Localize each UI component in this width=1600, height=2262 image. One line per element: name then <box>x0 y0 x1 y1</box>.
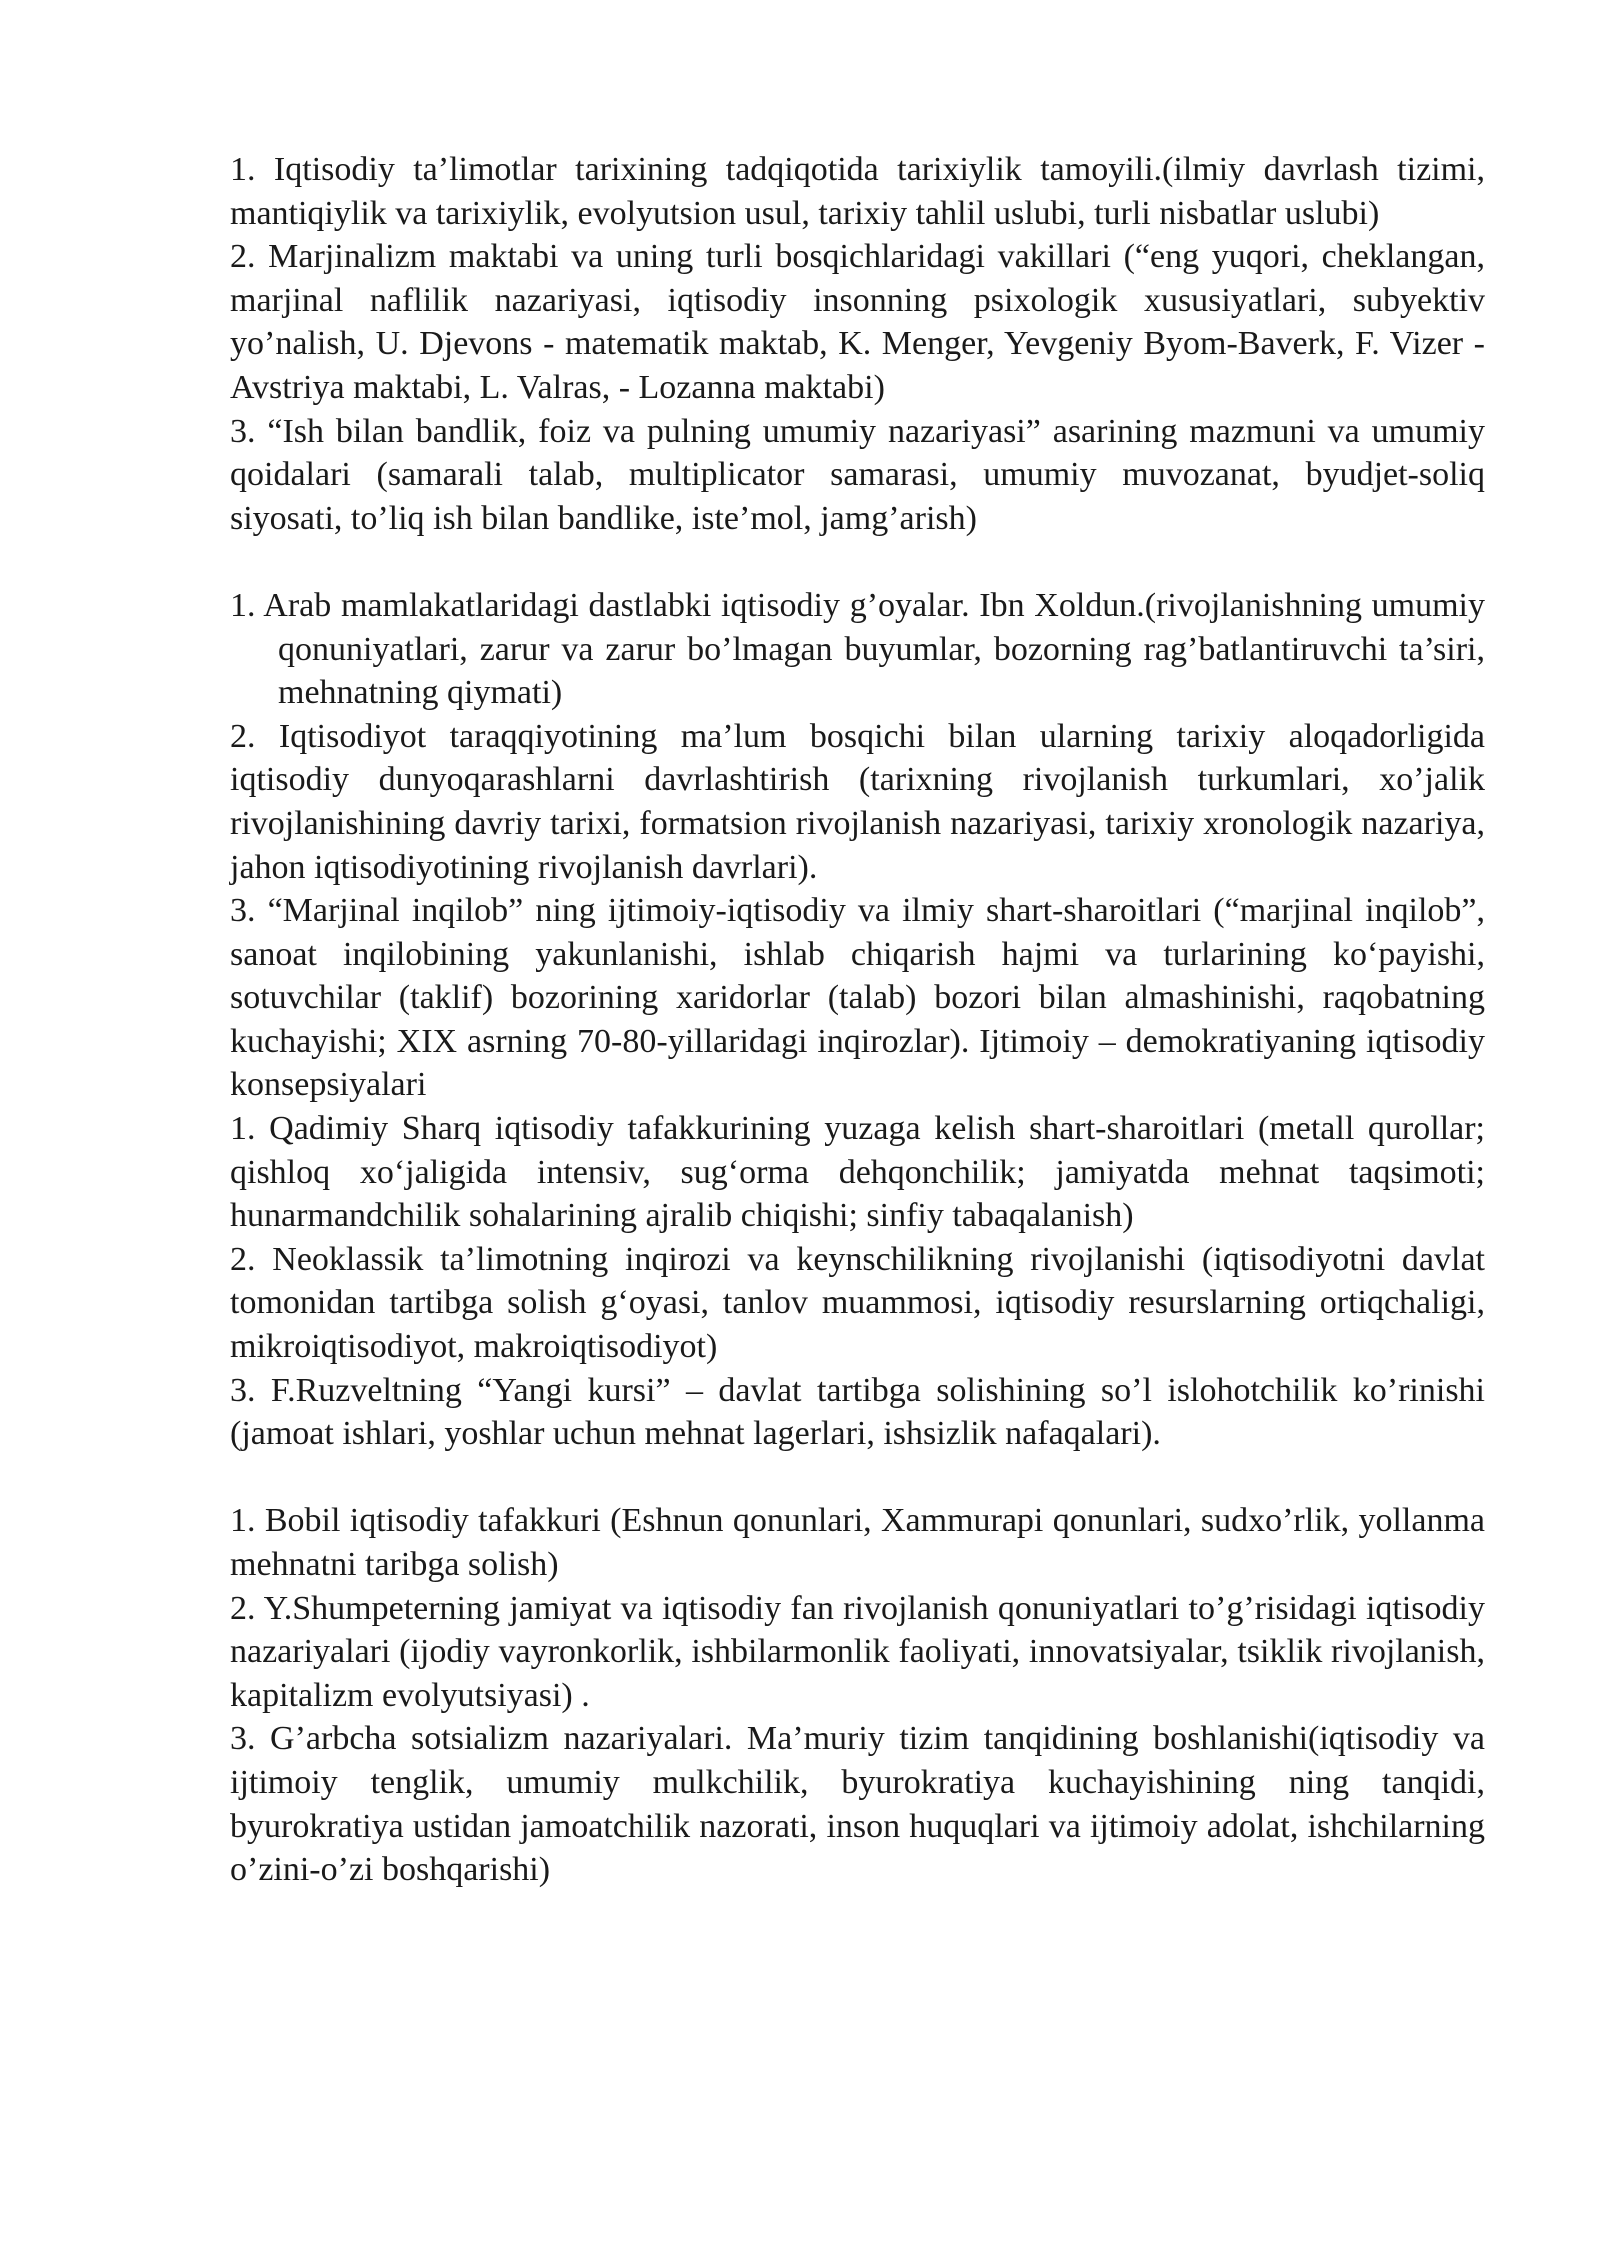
list-item: 3. “Marjinal inqilob” ning ijtimoiy-iqtisodiy va ilmiy shart-sharoitlari (“marjinal inqilob”, sanoat inqilobining yakunlanishi, ishlab chiqarish hajmi va turlarining ko‘payishi, sotuvchilar (taklif) bozorining xaridorlar (talab) bozori bilan almashinishi, raqobatning kuchayishi; XIX asrning 70-80-yillaridagi inqirozlar). Ijtimoiy – demokratiyaning iqtisodiy konsepsiyalari <box>230 892 1485 1104</box>
list-item: 2. Neoklassik ta’limotning inqirozi va keynschilikning rivojlanishi (iqtisodiyotni davlat tomonidan tartibga solish g‘oyasi, tanlov muammosi, iqtisodiy resurslarning ortiqchaligi, mikroiqtisodiyot, makroiqtisodiyot) <box>230 1240 1485 1366</box>
list-item: 2. Marjinalizm maktabi va uning turli bosqichlaridagi vakillari (“eng yuqori, cheklangan, marjinal naflilik nazariyasi, iqtisodiy insonning psixologik xususiyatlari, subyektiv yo’nalish, U. Djevons - matematik maktab, K. Menger, Yevgeniy Byom-Baverk, F. Vizer - Avstriya maktabi, L. Valras, - Lozanna maktabi) <box>230 238 1485 406</box>
list-item: 1. Iqtisodiy ta’limotlar tarixining tadqiqotida tarixiylik tamoyili.(ilmiy davrlash tizimi, mantiqiylik va tarixiylik, evolyutsion usul, tarixiy tahlil uslubi, turli nisbatlar uslubi) <box>230 151 1485 232</box>
section-gap <box>230 1456 1485 1500</box>
list-item: 3. “Ish bilan bandlik, foiz va pulning umumiy nazariyasi” asarining mazmuni va umumiy qoidalari (samarali talab, multiplicator samarasi, umumiy muvozanat, byudjet-soliq siyosati, to’liq ish bilan bandlike, iste’mol, jamg’arish) <box>230 412 1485 537</box>
section-gap <box>230 540 1485 584</box>
list-item: 3. G’arbcha sotsializm nazariyalari. Ma’muriy tizim tanqidining boshlanishi(iqtisodiy va ijtimoiy tenglik, umumiy mulkchilik, byurokratiya kuchayishining ning tanqidi, byurokratiya ustidan jamoatchilik nazorati, inson huquqlari va ijtimoiy adolat, ishchilarning o’zini-o’zi boshqarishi) <box>230 1720 1485 1889</box>
list-item: 2. Y.Shumpeterning jamiyat va iqtisodiy fan rivojlanish qonuniyatlari to’g’risidagi iqtisodiy nazariyalari (ijodiy vayronkorlik, ishbilarmonlik faoliyati, innovatsiyalar, tsiklik rivojlanish, kapitalizm evolyutsiyasi) . <box>230 1589 1485 1714</box>
list-item: 3. F.Ruzveltning “Yangi kursi” – davlat tartibga solishining so’l islohotchilik ko’rinishi (jamoat ishlari, yoshlar uchun mehnat lagerlari, ishsizlik nafaqalari). <box>230 1371 1485 1453</box>
list-item: 1. Arab mamlakatlaridagi dastlabki iqtisodiy g’oyalar. Ibn Xoldun.(rivojlanishning umumiy qonuniyatlari, zarur va zarur bo’lmagan buyumlar, bozorning rag’batlantiruvchi ta’siri, mehnatning qiymati) <box>230 586 1485 712</box>
list-item: 1. Bobil iqtisodiy tafakkuri (Eshnun qonunlari, Xammurapi qonunlari, sudxo’rlik, yollanma mehnatni taribga solish) <box>230 1502 1485 1583</box>
document-page <box>230 148 1485 1892</box>
list-item: 1. Qadimiy Sharq iqtisodiy tafakkurining yuzaga kelish shart-sharoitlari (metall qurollar; qishloq xo‘jaligida intensiv, sug‘orma dehqonchilik; jamiyatda mehnat taqsimoti; hunarmandchilik sohalarining ajralib chiqishi; sinfiy tabaqalanish) <box>230 1110 1485 1235</box>
list-item: 2. Iqtisodiyot taraqqiyotining ma’lum bosqichi bilan ularning tarixiy aloqadorligida iqtisodiy dunyoqarashlarni davrlashtirish (tarixning rivojlanish turkumlari, xo’jalik rivojlanishining davriy tarixi, formatsion rivojlanish nazariyasi, tarixiy xronologik nazariya, jahon iqtisodiyotining rivojlanish davrlari). <box>230 717 1485 886</box>
